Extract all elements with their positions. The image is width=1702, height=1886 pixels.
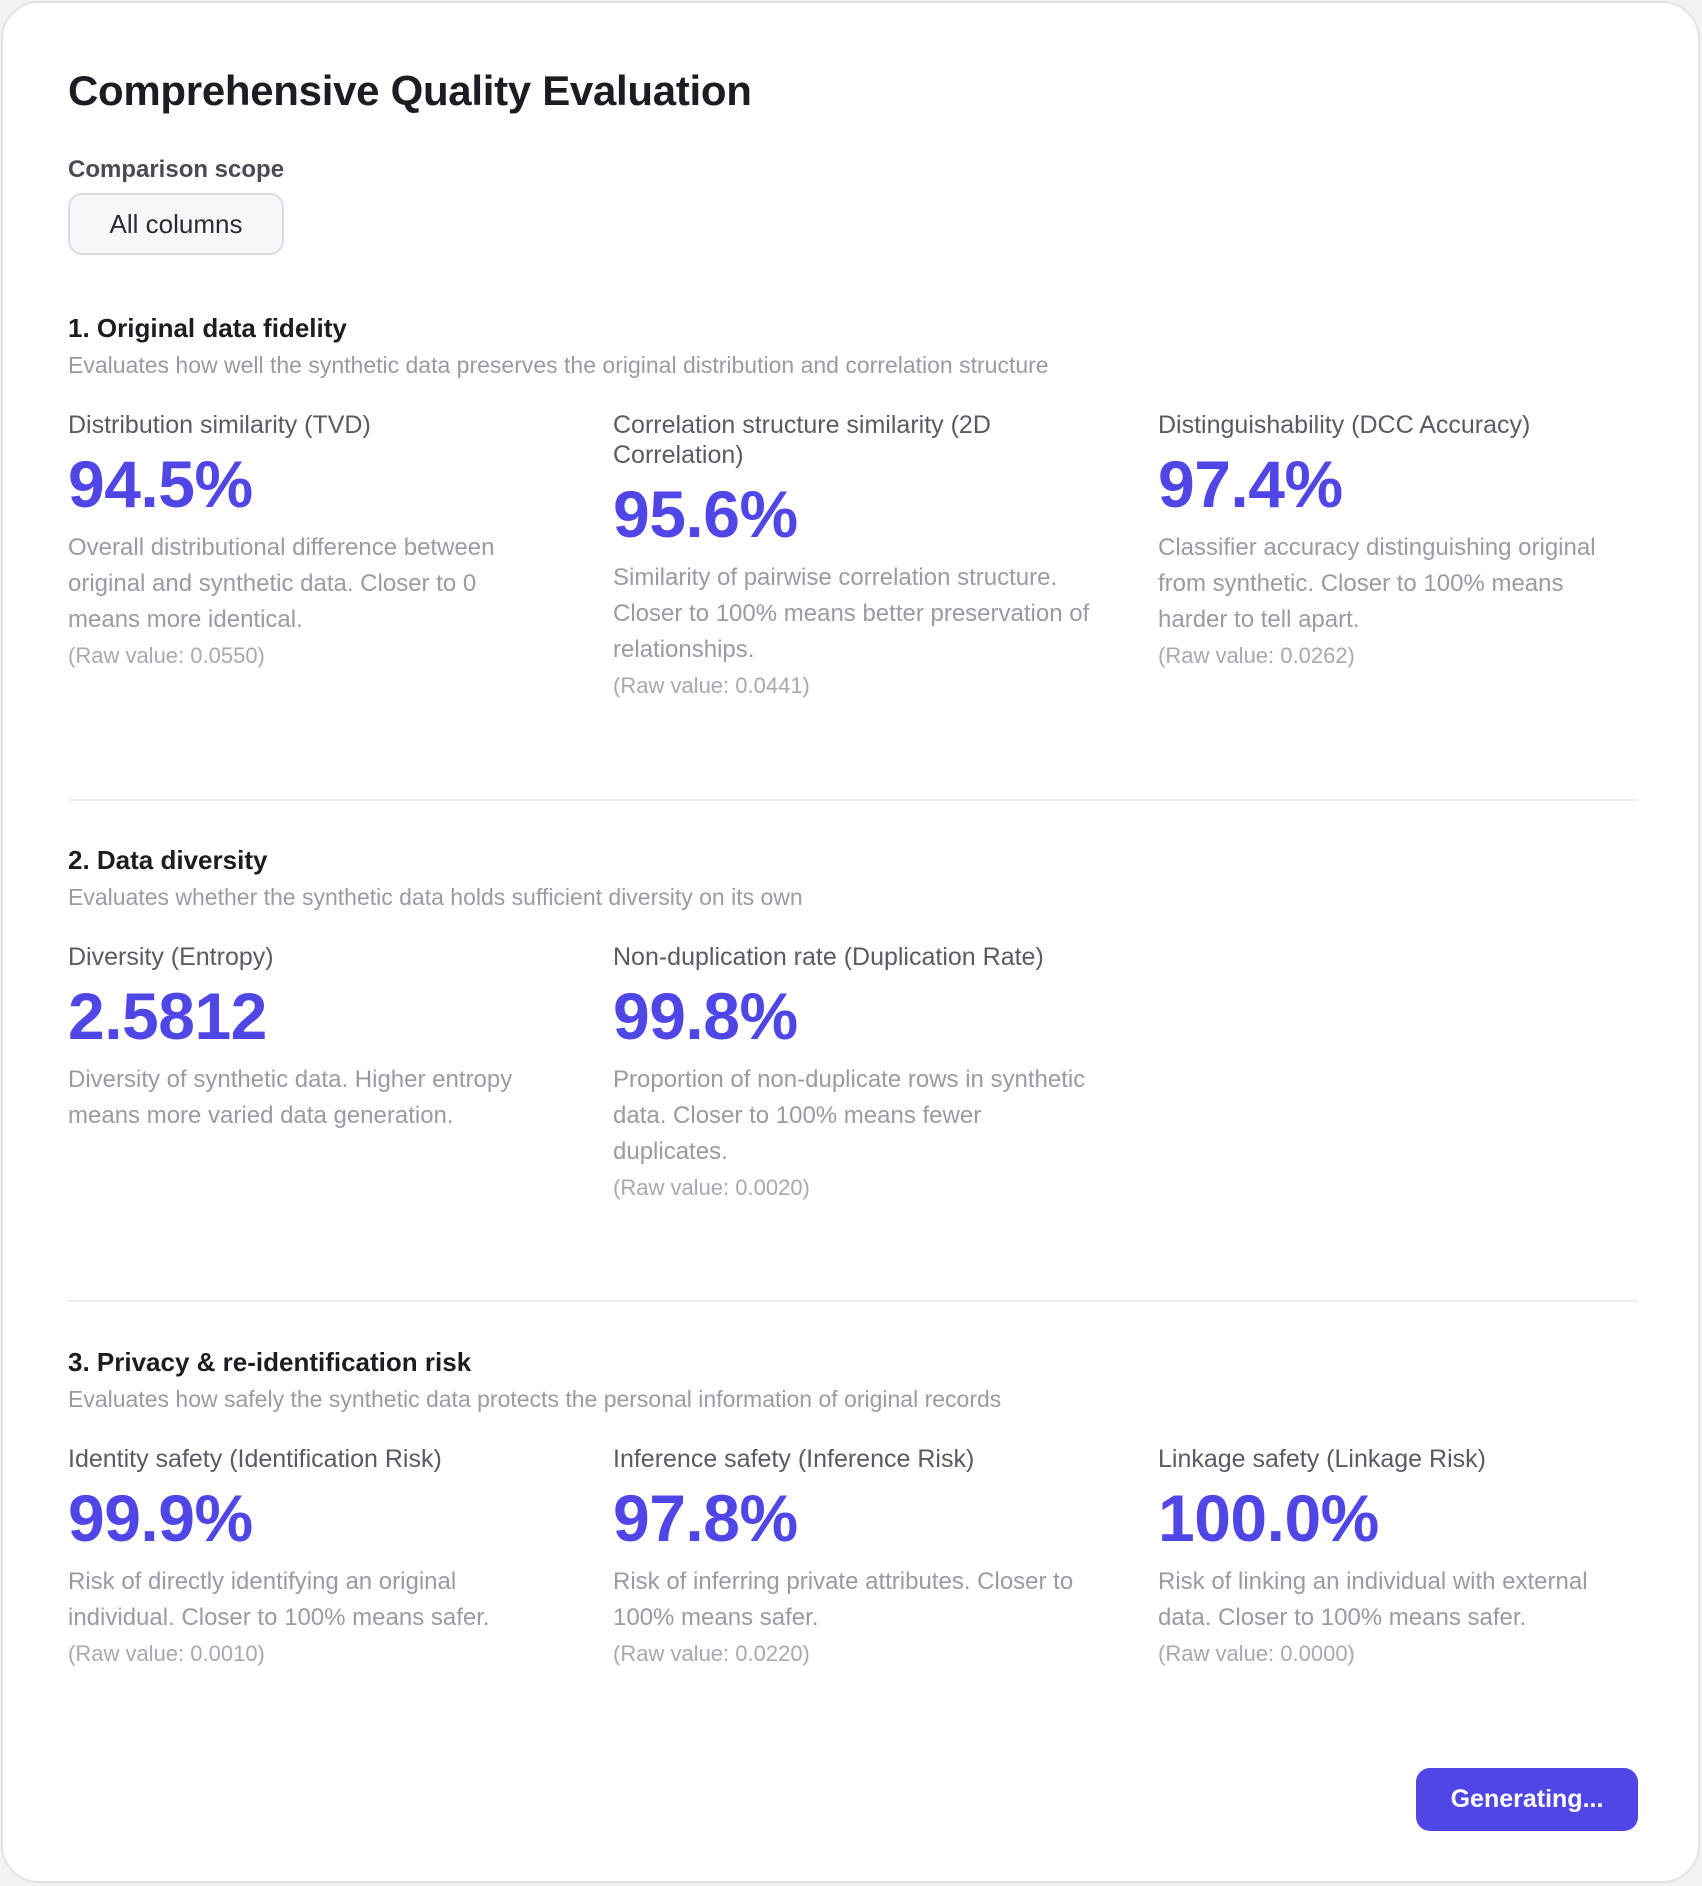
section-divider xyxy=(68,799,1638,801)
metric-description: Classifier accuracy distinguishing original from synthetic. Closer to 100% means harder to tell apart. xyxy=(1158,534,1596,633)
metric-diversity-entropy xyxy=(68,942,548,1134)
metric-raw-value: (Raw value: 0.0020) xyxy=(613,1175,810,1200)
section-subtitle: Evaluates whether the synthetic data holds sufficient diversity on its own xyxy=(68,884,803,910)
page-title: Comprehensive Quality Evaluation xyxy=(68,67,752,114)
metric-label: Diversity (Entropy) xyxy=(68,943,274,971)
metric-non-duplication-rate xyxy=(613,942,1093,1206)
metric-distribution-similarity xyxy=(68,410,548,674)
metric-raw-value: (Raw value: 0.0000) xyxy=(1158,1641,1355,1666)
metric-description: Risk of linking an individual with external data. Closer to 100% means safer. xyxy=(1158,1568,1588,1631)
section-divider xyxy=(68,1300,1638,1302)
metric-description: Overall distributional difference between original and synthetic data. Closer to 0 means more identical. xyxy=(68,534,495,633)
metric-raw-value: (Raw value: 0.0010) xyxy=(68,1641,265,1666)
metric-description: Diversity of synthetic data. Higher entropy means more varied data generation. xyxy=(68,1066,513,1129)
metric-distinguishability xyxy=(1158,410,1638,674)
metric-value: 100.0% xyxy=(1158,1481,1379,1555)
metric-description: Risk of directly identifying an original individual. Closer to 100% means safer. xyxy=(68,1568,490,1631)
metric-correlation-similarity xyxy=(613,410,1093,704)
metric-description: Similarity of pairwise correlation structure. Closer to 100% means better preservation of relationships. xyxy=(613,564,1090,663)
metric-label: Inference safety (Inference Risk) xyxy=(613,1445,975,1473)
metric-label: Distribution similarity (TVD) xyxy=(68,411,371,439)
section-subtitle: Evaluates how safely the synthetic data protects the personal information of original records xyxy=(68,1386,1002,1412)
metric-description: Risk of inferring private attributes. Closer to 100% means safer. xyxy=(613,1568,1074,1631)
metric-value: 94.5% xyxy=(68,447,253,521)
section-fidelity xyxy=(68,313,1638,379)
metric-raw-value: (Raw value: 0.0262) xyxy=(1158,643,1355,668)
evaluation-card xyxy=(1,1,1700,1883)
metric-label: Linkage safety (Linkage Risk) xyxy=(1158,1445,1486,1473)
metric-value: 99.9% xyxy=(68,1481,253,1555)
generate-button[interactable]: Generating... xyxy=(1416,1768,1638,1831)
metric-value: 99.8% xyxy=(613,979,798,1053)
metric-description: Proportion of non-duplicate rows in synthetic data. Closer to 100% means fewer duplicates. xyxy=(613,1066,1086,1165)
metric-label: Distinguishability (DCC Accuracy) xyxy=(1158,411,1531,439)
metric-label: Identity safety (Identification Risk) xyxy=(68,1445,442,1473)
comparison-scope-button[interactable]: All columns xyxy=(68,193,284,255)
metric-inference-safety xyxy=(613,1444,1093,1672)
section-title: 2. Data diversity xyxy=(68,845,268,875)
section-title: 3. Privacy & re-identification risk xyxy=(68,1347,472,1377)
metric-value: 95.6% xyxy=(613,477,798,551)
section-subtitle: Evaluates how well the synthetic data preserves the original distribution and correlation structure xyxy=(68,352,1049,378)
metric-identity-safety xyxy=(68,1444,548,1672)
metric-value: 97.4% xyxy=(1158,447,1343,521)
comparison-scope-label: Comparison scope xyxy=(68,156,285,183)
metric-raw-value: (Raw value: 0.0441) xyxy=(613,673,810,698)
metric-linkage-safety xyxy=(1158,1444,1638,1672)
section-privacy xyxy=(68,1347,1638,1413)
metric-raw-value: (Raw value: 0.0220) xyxy=(613,1641,810,1666)
metric-value: 97.8% xyxy=(613,1481,798,1555)
metric-raw-value: (Raw value: 0.0550) xyxy=(68,643,265,668)
section-diversity xyxy=(68,845,1638,911)
metric-label: Correlation structure similarity (2D Correlation) xyxy=(613,411,991,469)
metric-value: 2.5812 xyxy=(68,979,267,1053)
section-title: 1. Original data fidelity xyxy=(68,313,347,343)
metric-label: Non-duplication rate (Duplication Rate) xyxy=(613,943,1044,971)
